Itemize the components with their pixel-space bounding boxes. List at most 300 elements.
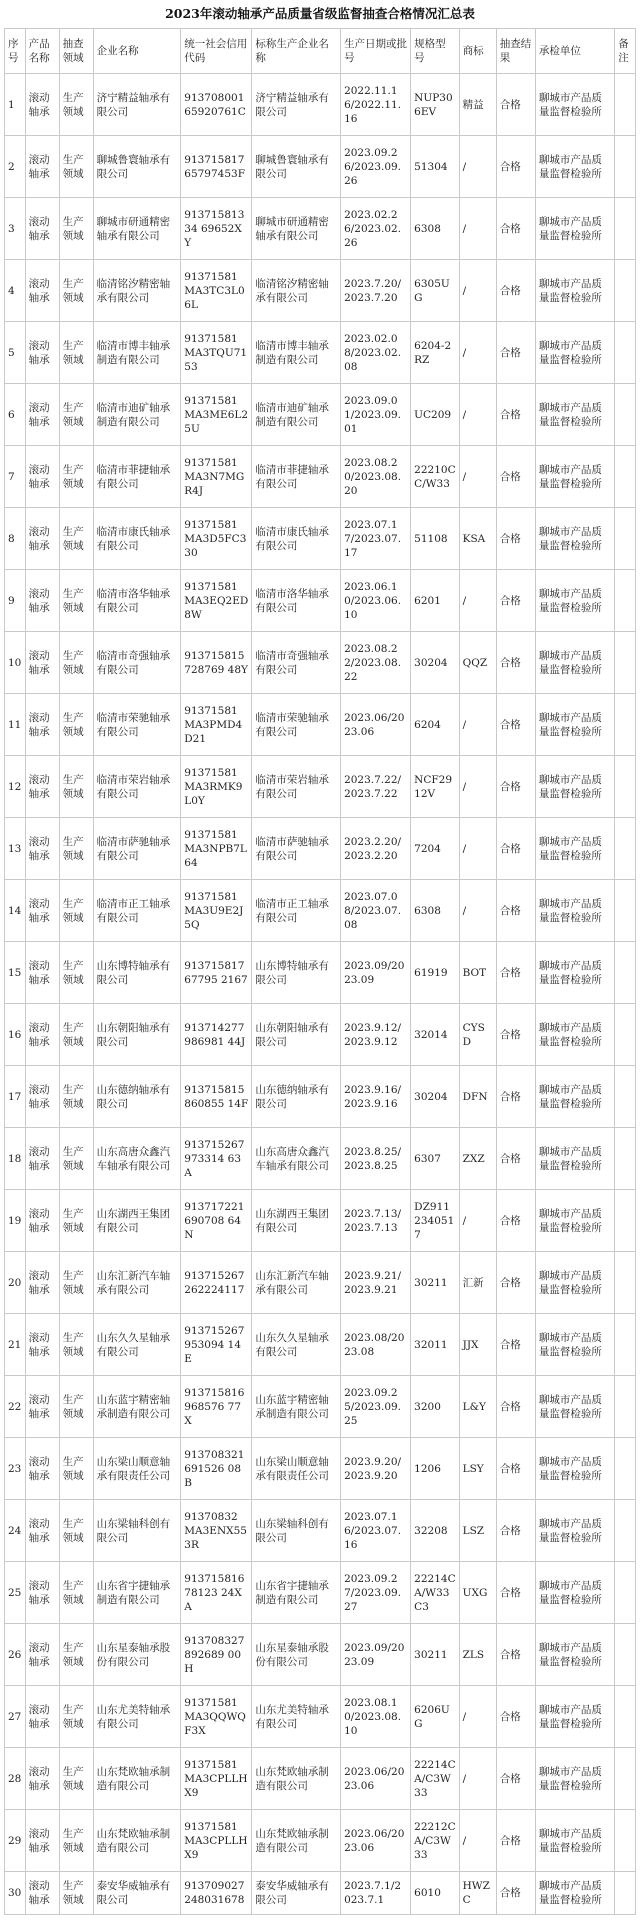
cell-date: 2023.02.26/2023.02.26 bbox=[341, 198, 411, 260]
cell-enterprise: 泰安华威轴承有限公司 bbox=[93, 1872, 181, 1915]
cell-date: 2023.09.25/2023.09.25 bbox=[341, 1376, 411, 1438]
cell-no: 28 bbox=[5, 1748, 26, 1810]
cell-date: 2023.7.20/2023.7.20 bbox=[341, 260, 411, 322]
cell-enterprise: 临清市博丰轴承制造有限公司 bbox=[93, 322, 181, 384]
cell-enterprise: 临清市迪矿轴承制造有限公司 bbox=[93, 384, 181, 446]
cell-no: 17 bbox=[5, 1066, 26, 1128]
table-row bbox=[5, 74, 636, 136]
cell-inspection-org: 聊城市产品质量监督检验所 bbox=[535, 508, 614, 570]
cell-inspection-org: 聊城市产品质量监督检验所 bbox=[535, 1624, 614, 1686]
cell-nominal-enterprise: 山东梵欧轴承制造有限公司 bbox=[252, 1810, 341, 1872]
table-row bbox=[5, 1810, 636, 1872]
cell-result: 合格 bbox=[496, 384, 535, 446]
cell-enterprise: 山东梁山顺意轴承有限责任公司 bbox=[93, 1438, 181, 1500]
cell-product: 滚动轴承 bbox=[25, 1872, 59, 1915]
cell-model: 3200 bbox=[411, 1376, 459, 1438]
cell-inspection-org: 聊城市产品质量监督检验所 bbox=[535, 1128, 614, 1190]
cell-field: 生产领域 bbox=[59, 446, 93, 508]
cell-model: NUP306EV bbox=[411, 74, 459, 136]
cell-note bbox=[615, 1376, 636, 1438]
cell-brand: JJX bbox=[459, 1314, 496, 1376]
cell-field: 生产领域 bbox=[59, 1004, 93, 1066]
cell-product: 滚动轴承 bbox=[25, 694, 59, 756]
cell-inspection-org: 聊城市产品质量监督检验所 bbox=[535, 74, 614, 136]
table-row bbox=[5, 1686, 636, 1748]
cell-model: 7204 bbox=[411, 818, 459, 880]
cell-product: 滚动轴承 bbox=[25, 74, 59, 136]
cell-result: 合格 bbox=[496, 1128, 535, 1190]
cell-enterprise: 山东湖西王集团有限公司 bbox=[93, 1190, 181, 1252]
cell-note bbox=[615, 1314, 636, 1376]
cell-note bbox=[615, 818, 636, 880]
cell-result: 合格 bbox=[496, 136, 535, 198]
cell-model: 6201 bbox=[411, 570, 459, 632]
cell-result: 合格 bbox=[496, 260, 535, 322]
cell-product: 滚动轴承 bbox=[25, 1562, 59, 1624]
cell-inspection-org: 聊城市产品质量监督检验所 bbox=[535, 1376, 614, 1438]
cell-inspection-org: 聊城市产品质量监督检验所 bbox=[535, 1686, 614, 1748]
cell-enterprise: 聊城市研通精密轴承有限公司 bbox=[93, 198, 181, 260]
cell-note bbox=[615, 1004, 636, 1066]
cell-note bbox=[615, 1128, 636, 1190]
cell-date: 2023.06/2023.06 bbox=[341, 694, 411, 756]
cell-enterprise: 山东星泰轴承股份有限公司 bbox=[93, 1624, 181, 1686]
cell-product: 滚动轴承 bbox=[25, 384, 59, 446]
cell-brand: / bbox=[459, 384, 496, 446]
cell-field: 生产领域 bbox=[59, 1252, 93, 1314]
cell-note bbox=[615, 694, 636, 756]
header-note: 备注 bbox=[615, 29, 636, 74]
cell-note bbox=[615, 384, 636, 446]
table-title: 2023年滚动轴承产品质量省级监督抽查合格情况汇总表 bbox=[165, 6, 475, 21]
cell-date: 2023.08.22/2023.08.22 bbox=[341, 632, 411, 694]
cell-model: 22214CA/W33C3 bbox=[411, 1562, 459, 1624]
cell-enterprise: 临清铭汐精密轴承有限公司 bbox=[93, 260, 181, 322]
cell-field: 生产领域 bbox=[59, 198, 93, 260]
cell-no: 11 bbox=[5, 694, 26, 756]
cell-inspection-org: 聊城市产品质量监督检验所 bbox=[535, 1066, 614, 1128]
cell-brand: 汇新 bbox=[459, 1252, 496, 1314]
cell-no: 12 bbox=[5, 756, 26, 818]
cell-field: 生产领域 bbox=[59, 632, 93, 694]
cell-brand: HWZC bbox=[459, 1872, 496, 1915]
cell-date: 2023.7.13/2023.7.13 bbox=[341, 1190, 411, 1252]
cell-no: 5 bbox=[5, 322, 26, 384]
table-row bbox=[5, 818, 636, 880]
cell-date: 2023.07.17/2023.07.17 bbox=[341, 508, 411, 570]
cell-brand: 精益 bbox=[459, 74, 496, 136]
cell-field: 生产领域 bbox=[59, 1562, 93, 1624]
cell-credit-code: 91371581MA3EQ2ED8W bbox=[181, 570, 252, 632]
cell-brand: / bbox=[459, 446, 496, 508]
cell-result: 合格 bbox=[496, 446, 535, 508]
cell-product: 滚动轴承 bbox=[25, 1314, 59, 1376]
table-row bbox=[5, 384, 636, 446]
cell-inspection-org: 聊城市产品质量监督检验所 bbox=[535, 260, 614, 322]
cell-no: 21 bbox=[5, 1314, 26, 1376]
cell-note bbox=[615, 508, 636, 570]
cell-field: 生产领域 bbox=[59, 260, 93, 322]
cell-date: 2023.09.01/2023.09.01 bbox=[341, 384, 411, 446]
cell-result: 合格 bbox=[496, 632, 535, 694]
cell-credit-code: 91371581MA3U9E2J5Q bbox=[181, 880, 252, 942]
cell-result: 合格 bbox=[496, 1500, 535, 1562]
cell-credit-code: 91371581MA3D5FC330 bbox=[181, 508, 252, 570]
cell-note bbox=[615, 1252, 636, 1314]
cell-date: 2022.11.16/2022.11.16 bbox=[341, 74, 411, 136]
cell-no: 8 bbox=[5, 508, 26, 570]
cell-note bbox=[615, 1872, 636, 1915]
cell-nominal-enterprise: 山东久久星轴承有限公司 bbox=[252, 1314, 341, 1376]
header-nominal-enterprise: 标称生产企业名称 bbox=[252, 29, 341, 74]
cell-inspection-org: 聊城市产品质量监督检验所 bbox=[535, 1252, 614, 1314]
cell-enterprise: 山东德纳轴承有限公司 bbox=[93, 1066, 181, 1128]
cell-no: 18 bbox=[5, 1128, 26, 1190]
cell-product: 滚动轴承 bbox=[25, 1748, 59, 1810]
cell-brand: / bbox=[459, 694, 496, 756]
cell-credit-code: 91371581MA3N7MGR4J bbox=[181, 446, 252, 508]
table-row bbox=[5, 1314, 636, 1376]
table-row bbox=[5, 632, 636, 694]
cell-date: 2023.9.16/2023.9.16 bbox=[341, 1066, 411, 1128]
cell-result: 合格 bbox=[496, 1066, 535, 1128]
cell-credit-code: 913715267953094 14E bbox=[181, 1314, 252, 1376]
table-row bbox=[5, 260, 636, 322]
cell-no: 27 bbox=[5, 1686, 26, 1748]
cell-date: 2023.08.20/2023.08.20 bbox=[341, 446, 411, 508]
cell-product: 滚动轴承 bbox=[25, 1686, 59, 1748]
table-row bbox=[5, 1066, 636, 1128]
cell-nominal-enterprise: 泰安华威轴承有限公司 bbox=[252, 1872, 341, 1915]
cell-enterprise: 山东梁轴科创有限公司 bbox=[93, 1500, 181, 1562]
cell-enterprise: 临清市荣驰轴承有限公司 bbox=[93, 694, 181, 756]
cell-result: 合格 bbox=[496, 1562, 535, 1624]
cell-credit-code: 91370832MA3ENX553R bbox=[181, 1500, 252, 1562]
cell-enterprise: 山东朝阳轴承有限公司 bbox=[93, 1004, 181, 1066]
cell-inspection-org: 聊城市产品质量监督检验所 bbox=[535, 1190, 614, 1252]
cell-nominal-enterprise: 临清市萨驰轴承有限公司 bbox=[252, 818, 341, 880]
cell-nominal-enterprise: 山东汇新汽车轴承有限公司 bbox=[252, 1252, 341, 1314]
cell-enterprise: 山东蓝宇精密轴承制造有限公司 bbox=[93, 1376, 181, 1438]
cell-model: 22214CA/C3W33 bbox=[411, 1748, 459, 1810]
cell-nominal-enterprise: 济宁精益轴承有限公司 bbox=[252, 74, 341, 136]
cell-nominal-enterprise: 临清市荣驰轴承有限公司 bbox=[252, 694, 341, 756]
cell-nominal-enterprise: 山东星泰轴承股份有限公司 bbox=[252, 1624, 341, 1686]
cell-inspection-org: 聊城市产品质量监督检验所 bbox=[535, 1314, 614, 1376]
cell-nominal-enterprise: 临清铭汐精密轴承有限公司 bbox=[252, 260, 341, 322]
cell-brand: DFN bbox=[459, 1066, 496, 1128]
cell-note bbox=[615, 260, 636, 322]
cell-enterprise: 临清市荣岩轴承有限公司 bbox=[93, 756, 181, 818]
cell-credit-code: 91371581MA3QQWQF3X bbox=[181, 1686, 252, 1748]
cell-product: 滚动轴承 bbox=[25, 446, 59, 508]
cell-field: 生产领域 bbox=[59, 322, 93, 384]
cell-date: 2023.8.25/2023.8.25 bbox=[341, 1128, 411, 1190]
cell-product: 滚动轴承 bbox=[25, 1004, 59, 1066]
cell-no: 1 bbox=[5, 74, 26, 136]
cell-result: 合格 bbox=[496, 198, 535, 260]
cell-date: 2023.08/2023.08 bbox=[341, 1314, 411, 1376]
header-credit-code: 统一社会信用代码 bbox=[181, 29, 252, 74]
table-row bbox=[5, 1376, 636, 1438]
cell-inspection-org: 聊城市产品质量监督检验所 bbox=[535, 198, 614, 260]
cell-product: 滚动轴承 bbox=[25, 1190, 59, 1252]
cell-no: 6 bbox=[5, 384, 26, 446]
cell-date: 2023.09/2023.09 bbox=[341, 1624, 411, 1686]
cell-no: 14 bbox=[5, 880, 26, 942]
cell-date: 2023.9.12/2023.9.12 bbox=[341, 1004, 411, 1066]
cell-date: 2023.9.21/2023.9.21 bbox=[341, 1252, 411, 1314]
cell-field: 生产领域 bbox=[59, 1500, 93, 1562]
table-row bbox=[5, 1562, 636, 1624]
cell-nominal-enterprise: 山东省宇捷轴承制造有限公司 bbox=[252, 1562, 341, 1624]
cell-no: 16 bbox=[5, 1004, 26, 1066]
table-row bbox=[5, 1128, 636, 1190]
cell-enterprise: 山东梵欧轴承制造有限公司 bbox=[93, 1810, 181, 1872]
cell-result: 合格 bbox=[496, 942, 535, 1004]
cell-product: 滚动轴承 bbox=[25, 1500, 59, 1562]
cell-enterprise: 山东梵欧轴承制造有限公司 bbox=[93, 1748, 181, 1810]
cell-credit-code: 91371581MA3TQU7153 bbox=[181, 322, 252, 384]
cell-date: 2023.7.22/2023.7.22 bbox=[341, 756, 411, 818]
cell-result: 合格 bbox=[496, 322, 535, 384]
cell-product: 滚动轴承 bbox=[25, 1252, 59, 1314]
cell-nominal-enterprise: 临清市洛华轴承有限公司 bbox=[252, 570, 341, 632]
cell-brand: ZXZ bbox=[459, 1128, 496, 1190]
cell-enterprise: 临清市洛华轴承有限公司 bbox=[93, 570, 181, 632]
header-inspection-org: 承检单位 bbox=[535, 29, 614, 74]
cell-inspection-org: 聊城市产品质量监督检验所 bbox=[535, 694, 614, 756]
cell-nominal-enterprise: 山东尤美特轴承有限公司 bbox=[252, 1686, 341, 1748]
cell-no: 20 bbox=[5, 1252, 26, 1314]
cell-brand: / bbox=[459, 198, 496, 260]
cell-product: 滚动轴承 bbox=[25, 570, 59, 632]
cell-brand: / bbox=[459, 570, 496, 632]
cell-note bbox=[615, 1500, 636, 1562]
cell-credit-code: 91371581MA3CPLLHX9 bbox=[181, 1810, 252, 1872]
cell-model: DZ9112340517 bbox=[411, 1190, 459, 1252]
table-row bbox=[5, 446, 636, 508]
cell-credit-code: 91371581334 69652XY bbox=[181, 198, 252, 260]
cell-model: 32208 bbox=[411, 1500, 459, 1562]
cell-note bbox=[615, 632, 636, 694]
cell-inspection-org: 聊城市产品质量监督检验所 bbox=[535, 384, 614, 446]
cell-credit-code: 91371581767795 2167 bbox=[181, 942, 252, 1004]
cell-product: 滚动轴承 bbox=[25, 1376, 59, 1438]
cell-no: 2 bbox=[5, 136, 26, 198]
cell-field: 生产领域 bbox=[59, 1190, 93, 1252]
cell-brand: / bbox=[459, 1748, 496, 1810]
cell-inspection-org: 聊城市产品质量监督检验所 bbox=[535, 1562, 614, 1624]
cell-no: 13 bbox=[5, 818, 26, 880]
cell-no: 7 bbox=[5, 446, 26, 508]
cell-model: 6010 bbox=[411, 1872, 459, 1915]
cell-result: 合格 bbox=[496, 508, 535, 570]
cell-credit-code: 91371581MA3CPLLHX9 bbox=[181, 1748, 252, 1810]
cell-note bbox=[615, 1624, 636, 1686]
cell-product: 滚动轴承 bbox=[25, 508, 59, 570]
table-row bbox=[5, 1748, 636, 1810]
cell-enterprise: 山东久久星轴承有限公司 bbox=[93, 1314, 181, 1376]
cell-field: 生产领域 bbox=[59, 1748, 93, 1810]
cell-no: 9 bbox=[5, 570, 26, 632]
cell-credit-code: 913709027248031678 bbox=[181, 1872, 252, 1915]
cell-nominal-enterprise: 临清市菲捷轴承有限公司 bbox=[252, 446, 341, 508]
cell-model: 6206UG bbox=[411, 1686, 459, 1748]
cell-nominal-enterprise: 山东蓝宇精密轴承制造有限公司 bbox=[252, 1376, 341, 1438]
header-brand: 商标 bbox=[459, 29, 496, 74]
cell-brand: CYSD bbox=[459, 1004, 496, 1066]
cell-enterprise: 山东省宇捷轴承制造有限公司 bbox=[93, 1562, 181, 1624]
cell-enterprise: 山东博特轴承有限公司 bbox=[93, 942, 181, 1004]
cell-no: 10 bbox=[5, 632, 26, 694]
cell-credit-code: 91371581MA3PMD4D21 bbox=[181, 694, 252, 756]
cell-inspection-org: 聊城市产品质量监督检验所 bbox=[535, 136, 614, 198]
cell-inspection-org: 聊城市产品质量监督检验所 bbox=[535, 1872, 614, 1915]
cell-note bbox=[615, 570, 636, 632]
cell-model: 30211 bbox=[411, 1252, 459, 1314]
cell-brand: KSA bbox=[459, 508, 496, 570]
cell-field: 生产领域 bbox=[59, 508, 93, 570]
cell-brand: L&Y bbox=[459, 1376, 496, 1438]
cell-inspection-org: 聊城市产品质量监督检验所 bbox=[535, 942, 614, 1004]
cell-model: 6308 bbox=[411, 880, 459, 942]
cell-field: 生产领域 bbox=[59, 756, 93, 818]
cell-result: 合格 bbox=[496, 880, 535, 942]
cell-brand: UXG bbox=[459, 1562, 496, 1624]
cell-product: 滚动轴承 bbox=[25, 1438, 59, 1500]
cell-note bbox=[615, 1066, 636, 1128]
cell-field: 生产领域 bbox=[59, 942, 93, 1004]
cell-inspection-org: 聊城市产品质量监督检验所 bbox=[535, 1810, 614, 1872]
cell-brand: / bbox=[459, 880, 496, 942]
cell-date: 2023.09/2023.09 bbox=[341, 942, 411, 1004]
cell-model: 22212CA/C3W33 bbox=[411, 1810, 459, 1872]
table-header-row bbox=[5, 29, 636, 74]
cell-no: 24 bbox=[5, 1500, 26, 1562]
cell-no: 19 bbox=[5, 1190, 26, 1252]
cell-model: 6204-2RZ bbox=[411, 322, 459, 384]
cell-product: 滚动轴承 bbox=[25, 756, 59, 818]
cell-result: 合格 bbox=[496, 74, 535, 136]
cell-field: 生产领域 bbox=[59, 1686, 93, 1748]
cell-brand: ZLS bbox=[459, 1624, 496, 1686]
cell-model: 30204 bbox=[411, 1066, 459, 1128]
cell-result: 合格 bbox=[496, 1810, 535, 1872]
cell-inspection-org: 聊城市产品质量监督检验所 bbox=[535, 1004, 614, 1066]
cell-field: 生产领域 bbox=[59, 880, 93, 942]
cell-brand: / bbox=[459, 1686, 496, 1748]
cell-nominal-enterprise: 山东德纳轴承有限公司 bbox=[252, 1066, 341, 1128]
cell-model: UC209 bbox=[411, 384, 459, 446]
table-row bbox=[5, 880, 636, 942]
header-no: 序号 bbox=[5, 29, 26, 74]
cell-product: 滚动轴承 bbox=[25, 942, 59, 1004]
cell-no: 4 bbox=[5, 260, 26, 322]
cell-enterprise: 临清市萨驰轴承有限公司 bbox=[93, 818, 181, 880]
cell-inspection-org: 聊城市产品质量监督检验所 bbox=[535, 818, 614, 880]
cell-credit-code: 913715815728769 48Y bbox=[181, 632, 252, 694]
cell-field: 生产领域 bbox=[59, 1872, 93, 1915]
cell-date: 2023.07.08/2023.07.08 bbox=[341, 880, 411, 942]
cell-nominal-enterprise: 山东梵欧轴承制造有限公司 bbox=[252, 1748, 341, 1810]
cell-enterprise: 临清市奇强轴承有限公司 bbox=[93, 632, 181, 694]
cell-product: 滚动轴承 bbox=[25, 1624, 59, 1686]
cell-result: 合格 bbox=[496, 694, 535, 756]
cell-result: 合格 bbox=[496, 756, 535, 818]
cell-field: 生产领域 bbox=[59, 384, 93, 446]
cell-model: 1206 bbox=[411, 1438, 459, 1500]
table-row bbox=[5, 694, 636, 756]
cell-model: 6305UG bbox=[411, 260, 459, 322]
cell-date: 2023.06/2023.06 bbox=[341, 1748, 411, 1810]
cell-product: 滚动轴承 bbox=[25, 136, 59, 198]
table-row bbox=[5, 136, 636, 198]
cell-field: 生产领域 bbox=[59, 1810, 93, 1872]
cell-inspection-org: 聊城市产品质量监督检验所 bbox=[535, 1438, 614, 1500]
cell-no: 26 bbox=[5, 1624, 26, 1686]
cell-date: 2023.09.27/2023.09.27 bbox=[341, 1562, 411, 1624]
cell-credit-code: 913717221690708 64N bbox=[181, 1190, 252, 1252]
cell-result: 合格 bbox=[496, 1190, 535, 1252]
cell-note bbox=[615, 1748, 636, 1810]
cell-result: 合格 bbox=[496, 1872, 535, 1915]
cell-product: 滚动轴承 bbox=[25, 198, 59, 260]
cell-field: 生产领域 bbox=[59, 818, 93, 880]
cell-nominal-enterprise: 临清市迪矿轴承制造有限公司 bbox=[252, 384, 341, 446]
cell-no: 3 bbox=[5, 198, 26, 260]
cell-brand: LSZ bbox=[459, 1500, 496, 1562]
cell-no: 15 bbox=[5, 942, 26, 1004]
cell-result: 合格 bbox=[496, 1004, 535, 1066]
cell-result: 合格 bbox=[496, 1252, 535, 1314]
cell-field: 生产领域 bbox=[59, 1314, 93, 1376]
cell-brand: / bbox=[459, 1190, 496, 1252]
header-result: 抽查结果 bbox=[496, 29, 535, 74]
table-row bbox=[5, 508, 636, 570]
cell-note bbox=[615, 322, 636, 384]
cell-result: 合格 bbox=[496, 1686, 535, 1748]
table-row bbox=[5, 570, 636, 632]
cell-credit-code: 913715267973314 63A bbox=[181, 1128, 252, 1190]
cell-date: 2023.07.16/2023.07.16 bbox=[341, 1500, 411, 1562]
cell-note bbox=[615, 1562, 636, 1624]
cell-date: 2023.08.10/2023.08.10 bbox=[341, 1686, 411, 1748]
cell-date: 2023.2.20/2023.2.20 bbox=[341, 818, 411, 880]
cell-result: 合格 bbox=[496, 1438, 535, 1500]
cell-credit-code: 91371581678123 24XA bbox=[181, 1562, 252, 1624]
cell-nominal-enterprise: 山东梁山顺意轴承有限责任公司 bbox=[252, 1438, 341, 1500]
cell-brand: / bbox=[459, 818, 496, 880]
cell-nominal-enterprise: 山东高唐众鑫汽车轴承有限公司 bbox=[252, 1128, 341, 1190]
table-row bbox=[5, 198, 636, 260]
cell-brand: / bbox=[459, 322, 496, 384]
cell-note bbox=[615, 198, 636, 260]
cell-nominal-enterprise: 临清市奇强轴承有限公司 bbox=[252, 632, 341, 694]
cell-enterprise: 临清市康氏轴承有限公司 bbox=[93, 508, 181, 570]
cell-result: 合格 bbox=[496, 1314, 535, 1376]
cell-credit-code: 91371581MA3ME6L25U bbox=[181, 384, 252, 446]
cell-result: 合格 bbox=[496, 1748, 535, 1810]
cell-inspection-org: 聊城市产品质量监督检验所 bbox=[535, 570, 614, 632]
cell-model: 32014 bbox=[411, 1004, 459, 1066]
table-row bbox=[5, 1872, 636, 1915]
cell-enterprise: 山东尤美特轴承有限公司 bbox=[93, 1686, 181, 1748]
cell-result: 合格 bbox=[496, 1376, 535, 1438]
cell-credit-code: 91371581MA3RMK9L0Y bbox=[181, 756, 252, 818]
cell-credit-code: 91370800165920761C bbox=[181, 74, 252, 136]
cell-brand: / bbox=[459, 260, 496, 322]
